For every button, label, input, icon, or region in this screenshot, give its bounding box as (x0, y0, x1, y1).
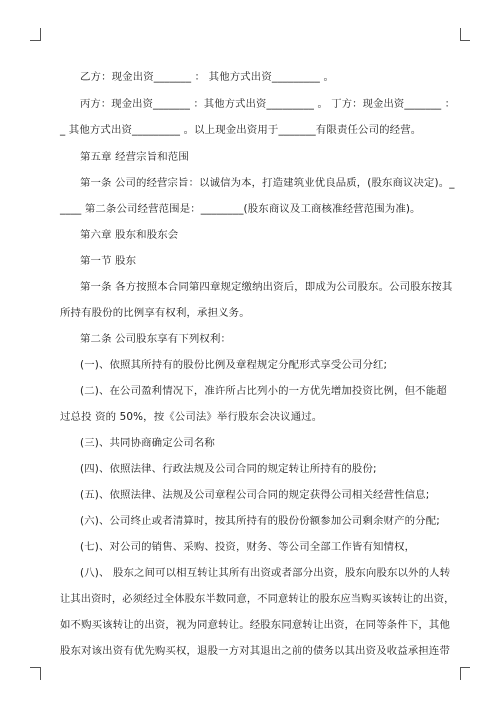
list-item: (二)、在公司盈利情况下，准许所占比列小的一方优先增加投资比例，但不能超 (80, 385, 447, 397)
list-item: (四)、依照法律、行政法规及公司合同的规定转让所持有的股份; (80, 463, 377, 475)
text-line: 所持有股份的比例享有权利，承担义务。 (60, 307, 250, 319)
crop-mark-bottom-left-v (40, 667, 41, 680)
list-item: (八)、 股东之间可以相互转让其所有出资或者部分出资，股东向股东以外的人转 (80, 567, 451, 579)
list-item: (七)、对公司的销售、采购、投资，财务、等公司全部工作皆有知情权， (80, 541, 416, 553)
text-line: 股东对该出资有优先购买权，退股一方对其退出之前的债务以其出资及收益承担连带 (60, 645, 450, 657)
crop-mark-top-left-h (30, 40, 40, 41)
text-line: 第二条 公司股东享有下列权利： (80, 333, 232, 345)
chapter-heading: 第五章 经营宗旨和范围 (80, 151, 189, 163)
list-item: (三)、共同协商确定公司名称 (80, 437, 215, 449)
crop-mark-top-left-v (40, 28, 41, 41)
crop-mark-bottom-right-h (460, 667, 470, 668)
list-item: (六)、公司终止或者清算时，按其所持有的股份份额参加公司剩余财产的分配; (80, 515, 440, 527)
crop-mark-bottom-right-v (460, 667, 461, 680)
text-line: 过总投 资的 50%，按《公司法》举行股东会决议通过。 (60, 411, 323, 423)
crop-mark-bottom-left-h (30, 667, 40, 668)
text-line: 第一条 各方按照本合同第四章规定缴纳出资后，即成为公司股东。公司股东按其 (80, 281, 453, 293)
text-line: 第一条 公司的经营宗旨：以诚信为本，打造建筑业优良品质，(股东商议决定)。_ (80, 177, 455, 189)
text-line: 如不购买该转让的出资，视为同意转让。经股东同意转让出资，在同等条件下，其他 (60, 619, 450, 631)
section-heading: 第一节 股东 (80, 255, 137, 267)
crop-mark-top-right-v (460, 28, 461, 41)
text-line: 乙方：现金出资_______ ： 其他方式出资_________ 。 (80, 71, 334, 83)
text-line: ____ 第二条公司经营范围是：________(股东商议及工商核准经营范围为准)。 (60, 203, 421, 215)
crop-mark-top-right-h (460, 40, 470, 41)
text-line: 丙方：现金出资_______ ：其他方式出资_________ 。 丁方：现金出资_______ ： (80, 98, 456, 110)
list-item: (一)、依照其所持有的股份比例及章程规定分配形式享受公司分红; (80, 359, 388, 371)
chapter-heading: 第六章 股东和股东会 (80, 229, 179, 241)
text-line: _ 其他方式出资_________ 。以上现金出资用于_______有限责任公司的经营。 (60, 124, 422, 136)
list-item: (五)、依照法律、法规及公司章程公司合同的规定获得公司相关经营性信息; (80, 489, 430, 501)
text-line: 让其出资时，必须经过全体股东半数同意，不同意转让的股东应当购买该转让的出资， (60, 593, 455, 605)
